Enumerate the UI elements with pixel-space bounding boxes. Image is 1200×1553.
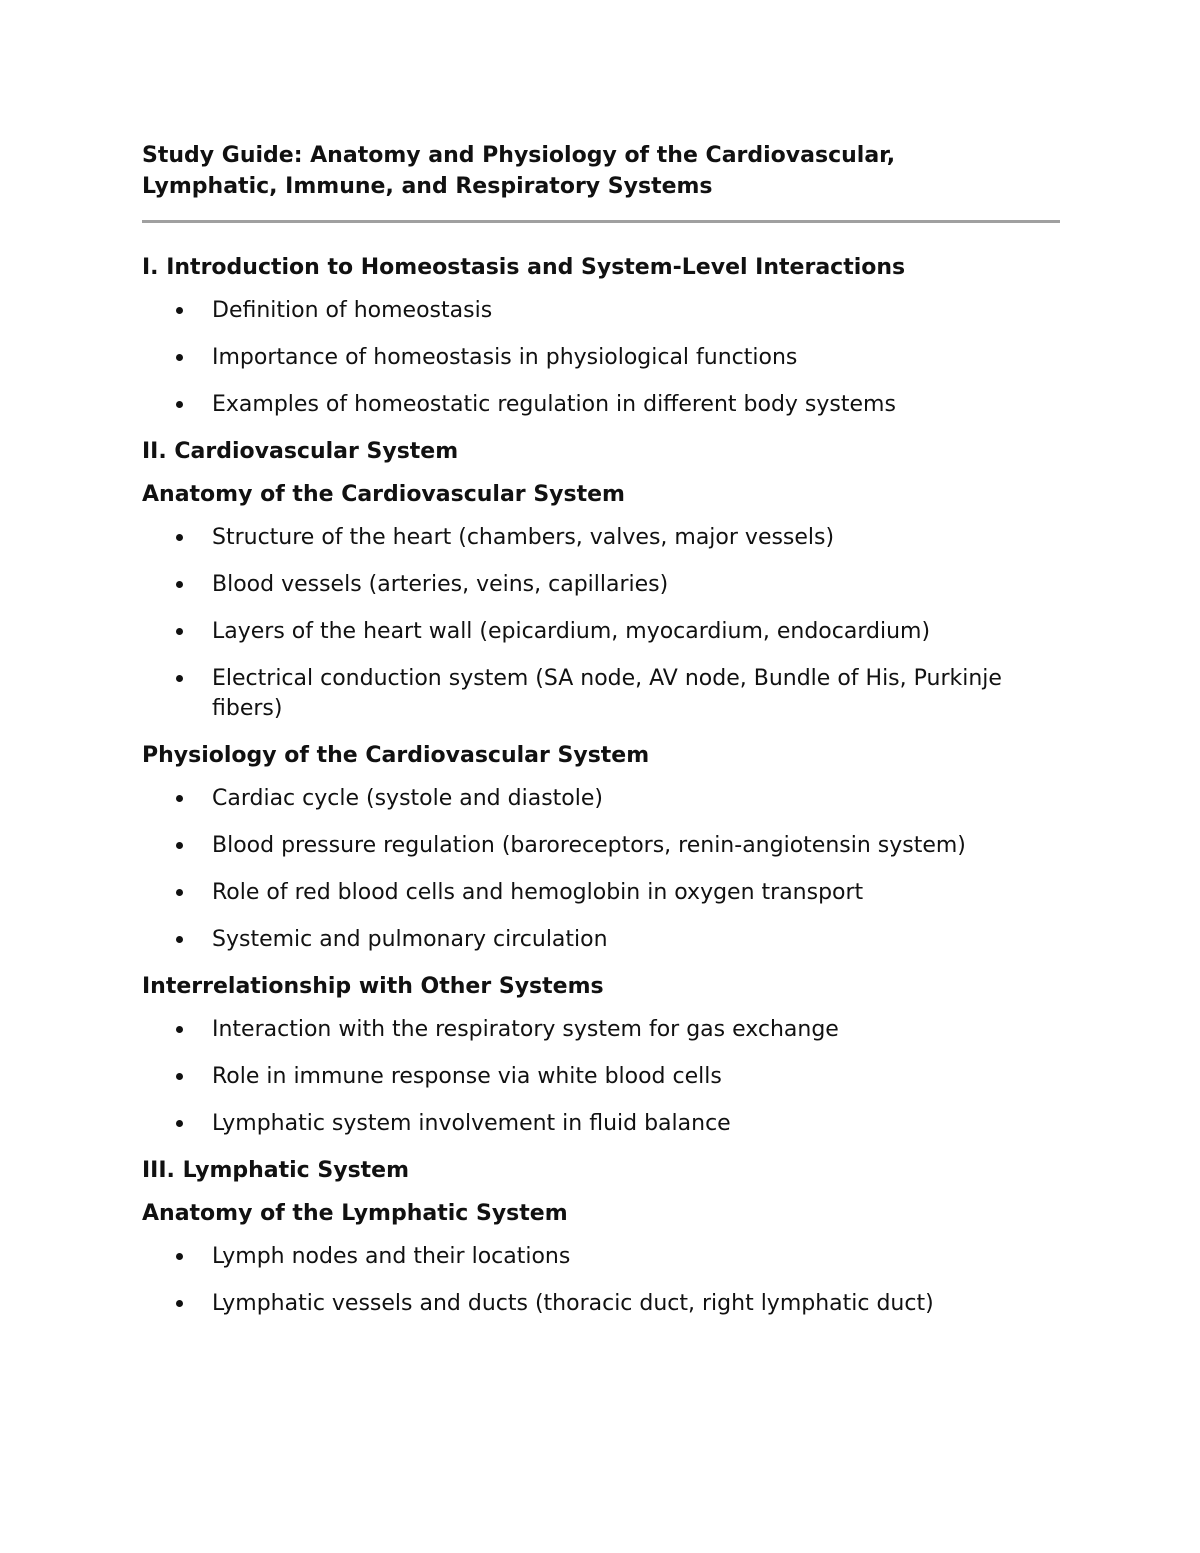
- list-item-text: Importance of homeostasis in physiological functions: [212, 345, 798, 370]
- bullet-icon: [176, 1026, 183, 1033]
- list-item: [142, 831, 1060, 861]
- list-item: [142, 1062, 1060, 1092]
- list-item: [142, 343, 1060, 373]
- list-item: [142, 390, 1060, 420]
- list-item: [142, 664, 1060, 724]
- bullet-icon: [176, 1300, 183, 1307]
- list-item-text: Blood vessels (arteries, veins, capillaries): [212, 572, 669, 597]
- bullet-icon: [176, 936, 183, 943]
- bullet-icon: [176, 795, 183, 802]
- section-heading: Anatomy of the Cardiovascular System: [142, 482, 625, 507]
- list-item-text: Role in immune response via white blood cells: [212, 1064, 722, 1089]
- list-item: [142, 617, 1060, 647]
- list-item-text: Lymph nodes and their locations: [212, 1244, 571, 1269]
- list-item-text: Blood pressure regulation (baroreceptors, renin-angiotensin system): [212, 833, 966, 858]
- document-title: [142, 140, 1060, 202]
- list-item-text: Electrical conduction system (SA node, AV node, Bundle of His, Purkinje fibers): [212, 666, 1002, 721]
- bullet-icon: [176, 581, 183, 588]
- list-item-text: Systemic and pulmonary circulation: [212, 927, 608, 952]
- document-title-line-2: Lymphatic, Immune, and Respiratory Systems: [142, 174, 713, 199]
- list-item: [142, 1289, 1060, 1319]
- list-item-text: Lymphatic system involvement in fluid balance: [212, 1111, 731, 1136]
- document-body: [142, 253, 1060, 1319]
- list-item: [142, 925, 1060, 955]
- title-divider: [142, 220, 1060, 223]
- bullet-list: [142, 1015, 1060, 1139]
- bullet-list: [142, 296, 1060, 420]
- bullet-icon: [176, 307, 183, 314]
- section-heading: Physiology of the Cardiovascular System: [142, 743, 650, 768]
- bullet-icon: [176, 889, 183, 896]
- section-heading: Interrelationship with Other Systems: [142, 974, 604, 999]
- bullet-list: [142, 784, 1060, 955]
- document-title-line-1: Study Guide: Anatomy and Physiology of the Cardiovascular,: [142, 143, 896, 168]
- list-item: [142, 570, 1060, 600]
- document-page: [142, 140, 1060, 1336]
- list-item-text: Layers of the heart wall (epicardium, myocardium, endocardium): [212, 619, 931, 644]
- list-item-text: Role of red blood cells and hemoglobin in oxygen transport: [212, 880, 864, 905]
- bullet-icon: [176, 675, 183, 682]
- bullet-icon: [176, 534, 183, 541]
- list-item-text: Lymphatic vessels and ducts (thoracic duct, right lymphatic duct): [212, 1291, 934, 1316]
- list-item: [142, 1015, 1060, 1045]
- list-item-text: Cardiac cycle (systole and diastole): [212, 786, 603, 811]
- list-item-text: Definition of homeostasis: [212, 298, 493, 323]
- list-item-text: Examples of homeostatic regulation in different body systems: [212, 392, 896, 417]
- section-heading: Anatomy of the Lymphatic System: [142, 1201, 568, 1226]
- bullet-icon: [176, 1120, 183, 1127]
- list-item-text: Structure of the heart (chambers, valves, major vessels): [212, 525, 835, 550]
- list-item: [142, 878, 1060, 908]
- list-item: [142, 523, 1060, 553]
- section-heading: III. Lymphatic System: [142, 1158, 410, 1183]
- list-item: [142, 296, 1060, 326]
- bullet-list: [142, 523, 1060, 724]
- bullet-icon: [176, 628, 183, 635]
- bullet-icon: [176, 842, 183, 849]
- list-item: [142, 1109, 1060, 1139]
- bullet-icon: [176, 1073, 183, 1080]
- bullet-icon: [176, 401, 183, 408]
- section-heading: II. Cardiovascular System: [142, 439, 459, 464]
- section-heading: I. Introduction to Homeostasis and System-Level Interactions: [142, 255, 906, 280]
- bullet-icon: [176, 1253, 183, 1260]
- list-item: [142, 784, 1060, 814]
- bullet-icon: [176, 354, 183, 361]
- list-item: [142, 1242, 1060, 1272]
- list-item-text: Interaction with the respiratory system for gas exchange: [212, 1017, 839, 1042]
- bullet-list: [142, 1242, 1060, 1319]
